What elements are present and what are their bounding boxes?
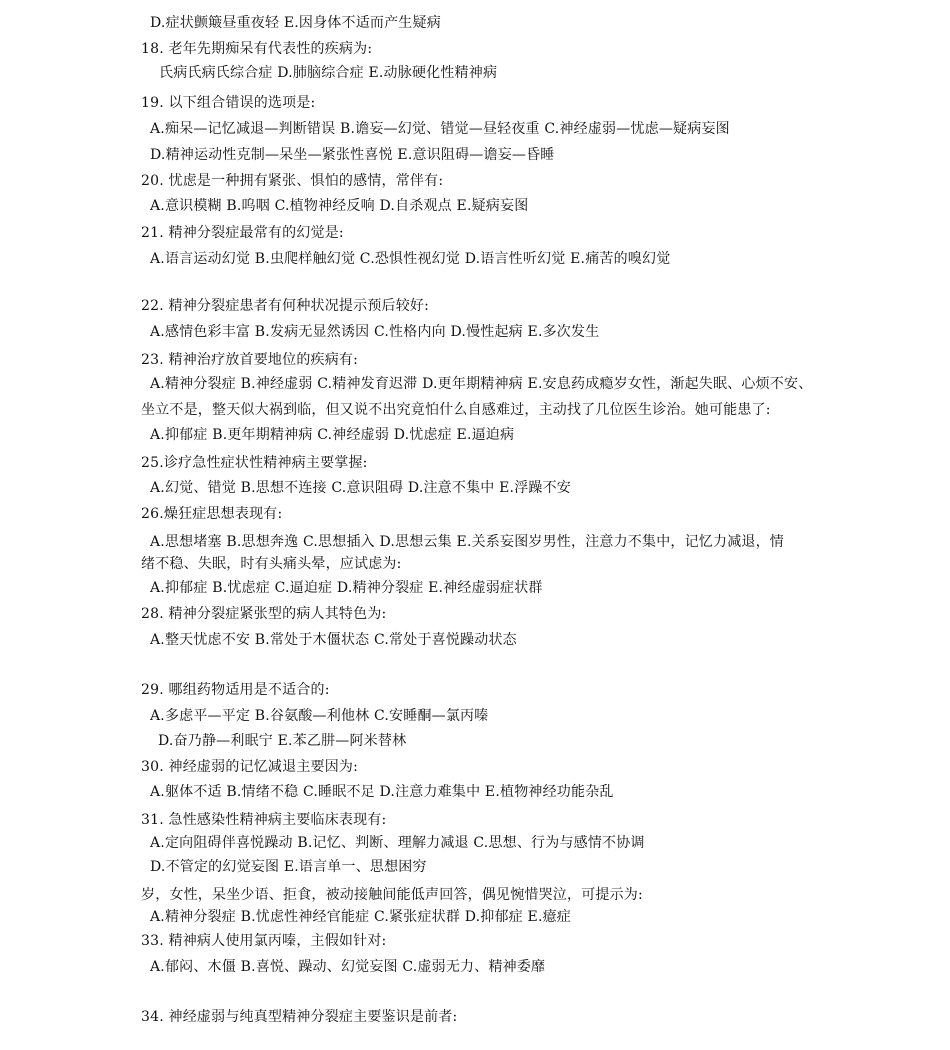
q24-stem-continued: 坐立不是，整天似大祸到临，但又说不出究竟怕什么自感难过，主动找了几位医生诊治。她可能患了:: [141, 402, 771, 418]
q26-options: A.思想堵塞 B.思想奔逸 C.思想插入 D.思想云集 E.关系妄图岁男性，注意力不集中，记忆力减退，情: [150, 534, 785, 550]
q29-options-de: D.奋乃静—利眠宁 E.苯乙肼—阿米替林: [158, 733, 407, 749]
q22-stem: 22. 精神分裂症患者有何种状况提示预后较好:: [141, 298, 430, 314]
q22-options: A.感情色彩丰富 B.发病无显然诱因 C.性格内向 D.慢性起病 E.多次发生: [150, 324, 600, 340]
q20-options: A.意识模糊 B.呜咽 C.植物神经反响 D.自杀观点 E.疑病妄图: [150, 198, 529, 214]
q18-options: 氏病氏病氏综合症 D.肺脑综合症 E.动脉硬化性精神病: [159, 65, 498, 81]
q18-stem: 18. 老年先期痴呆有代表性的疾病为:: [141, 41, 373, 57]
q31-stem: 31. 急性感染性精神病主要临床表现有:: [141, 812, 387, 828]
q30-stem: 30. 神经虚弱的记忆减退主要因为:: [141, 759, 359, 775]
q21-options: A.语言运动幻觉 B.虫爬样触幻觉 C.恐惧性视幻觉 D.语言性听幻觉 E.痛苦的嗅幻觉: [150, 251, 671, 267]
q30-options: A.躯体不适 B.情绪不稳 C.睡眠不足 D.注意力难集中 E.植物神经功能杂乱: [150, 784, 614, 800]
q26-stem: 26.燥狂症思想表现有:: [141, 506, 283, 522]
q19-options-abc: A.痴呆—记忆减退—判断错误 B.谵妄—幻觉、错觉—昼轻夜重 C.神经虚弱—忧虑—疑病妄图: [150, 121, 730, 137]
q31-options-de: D.不管定的幻觉妄图 E.语言单一、思想困穷: [150, 859, 427, 875]
q33-stem: 33. 精神病人使用氯丙嗪，主假如针对:: [141, 933, 387, 949]
q27-stem-continued: 绪不稳、失眠，时有头痛头晕，应试虑为:: [141, 556, 402, 572]
q19-options-de: D.精神运动性克制—呆坐—紧张性喜悦 E.意识阻碍—谵妄—昏睡: [150, 147, 555, 163]
q32-options: A.精神分裂症 B.忧虑性神经官能症 C.紧张症状群 D.抑郁症 E.癔症: [150, 909, 572, 925]
q29-options-abc: A.多虑平—平定 B.谷氨酸—利他林 C.安睡酮—氯丙嗪: [150, 708, 489, 724]
q24-options: A.抑郁症 B.更年期精神病 C.神经虚弱 D.忧虑症 E.逼迫病: [150, 427, 515, 443]
q33-options: A.郁闷、木僵 B.喜悦、躁动、幻觉妄图 C.虚弱无力、精神委靡: [150, 959, 546, 975]
q27-options: A.抑郁症 B.忧虑症 C.逼迫症 D.精神分裂症 E.神经虚弱症状群: [150, 580, 543, 596]
q20-stem: 20. 忧虑是一种拥有紧张、惧怕的感情，常伴有:: [141, 173, 444, 189]
q29-stem: 29. 哪组药物适用是不适合的:: [141, 682, 330, 698]
q21-stem: 21. 精神分裂症最常有的幻觉是:: [141, 225, 344, 241]
q34-stem: 34. 神经虚弱与纯真型精神分裂症主要鉴识是前者:: [141, 1009, 458, 1025]
q31-options-abc: A.定向阻碍伴喜悦躁动 B.记忆、判断、理解力减退 C.思想、行为与感情不协调: [150, 835, 645, 851]
q25-options: A.幻觉、错觉 B.思想不连接 C.意识阻碍 D.注意不集中 E.浮躁不安: [150, 480, 572, 496]
q19-stem: 19. 以下组合错误的选项是:: [141, 95, 316, 111]
q17-options-de: D.症状颤簸昼重夜轻 E.因身体不适而产生疑病: [150, 15, 441, 31]
q23-options: A.精神分裂症 B.神经虚弱 C.精神发育迟滞 D.更年期精神病 E.安息药成瘾岁女性，渐起失眠、心烦不安、: [150, 376, 813, 392]
q28-options: A.整天忧虑不安 B.常处于木僵状态 C.常处于喜悦躁动状态: [150, 632, 517, 648]
q28-stem: 28. 精神分裂症紧张型的病人其特色为:: [141, 606, 387, 622]
q32-stem-continued: 岁，女性，呆坐少语、拒食，被动接触间能低声回答，偶见惋惜哭泣，可提示为:: [141, 887, 643, 903]
q25-stem: 25.诊疗急性症状性精神病主要掌握:: [141, 455, 368, 471]
q23-stem: 23. 精神治疗放首要地位的疾病有:: [141, 352, 359, 368]
